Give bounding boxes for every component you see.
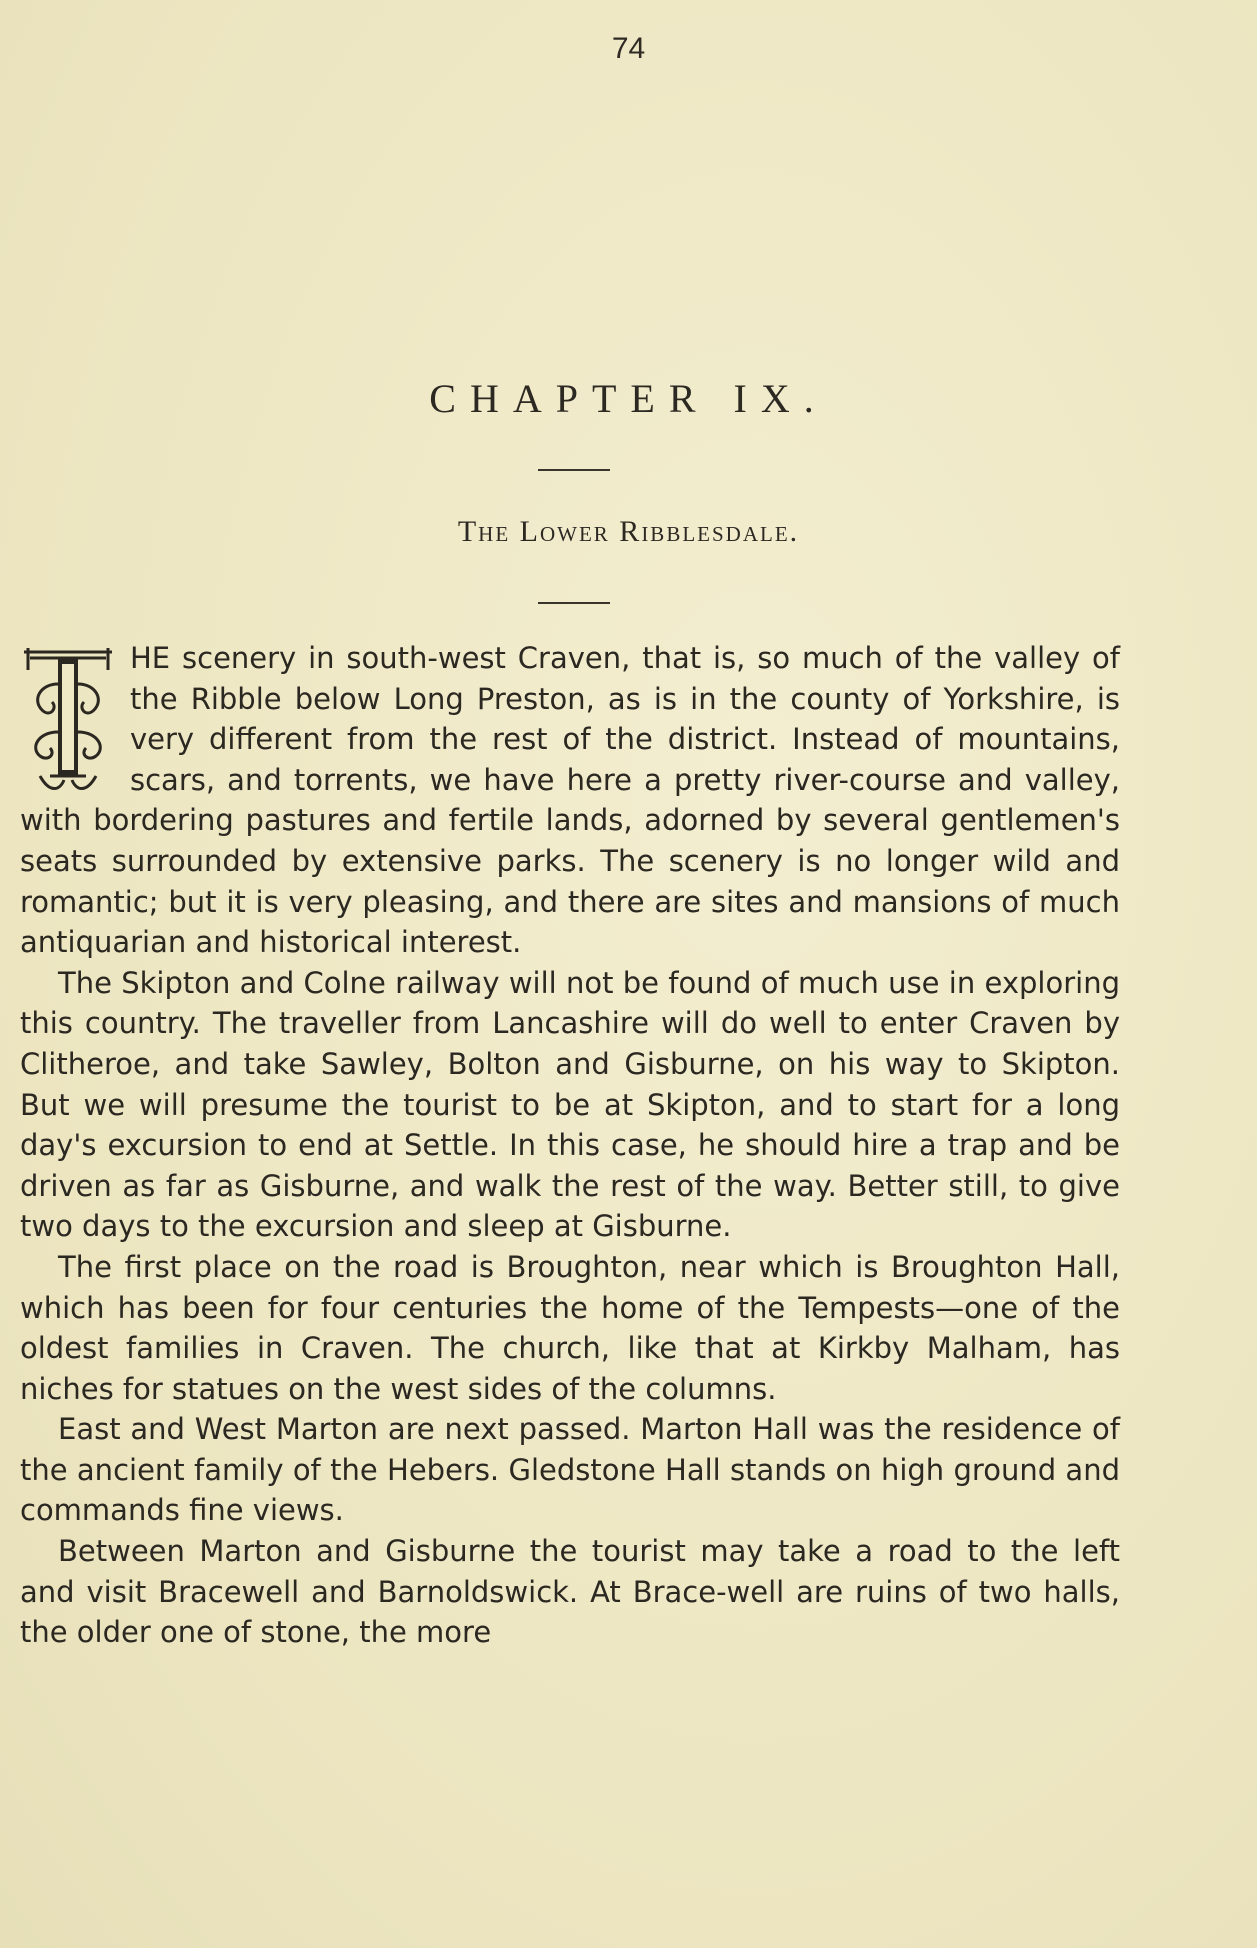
dropcap-t-icon — [20, 644, 116, 796]
chapter-title: The Lower Ribblesdale. — [457, 515, 800, 548]
paragraph-text: HE scenery in south-west Craven, that is, so much of the valley of the Ribble below Long Preston, as is in the county of Yorkshire, is very different from the rest of the district. Instead of mountains, scars, and torrents, we have here a pretty river-course and valley, with bordering pastures and fertile lands, adorned by several gentlemen's seats surrounded by extensive parks. The scenery is no longer wild and romantic; but it is very pleasing, and there are sites and mansions of much antiquarian and historical interest. — [20, 641, 1120, 960]
chapter-heading: CHAPTER IX. — [429, 376, 828, 421]
paragraph-3: The first place on the road is Broughton, near which is Broughton Hall, which has been for four centuries the home of the Tempests—one of the oldest families in Craven. The church, like that at Kirkby Malham, has niches for statues on the west sides of the columns. — [20, 1249, 1120, 1406]
divider-rule-bottom — [538, 602, 610, 604]
page-number: 74 — [611, 32, 646, 65]
paragraph-4: East and West Marton are next passed. Marton Hall was the residence of the ancient family of the Hebers. Gledstone Hall stands on high ground and commands fine views. — [20, 1412, 1120, 1528]
divider-rule-top — [538, 469, 610, 471]
paragraph-5: Between Marton and Gisburne the tourist may take a road to the left and visit Bracewell and Barnoldswick. At Brace-well are ruins of two halls, the older one of stone, the more — [20, 1534, 1120, 1650]
paragraph-1 — [20, 638, 1120, 963]
body-text — [20, 638, 1120, 1653]
paragraph-2: The Skipton and Colne railway will not be found of much use in exploring this country. The traveller from Lancashire will do well to enter Craven by Clitheroe, and take Sawley, Bolton and Gisburne, on his way to Skipton. But we will presume the tourist to be at Skipton, and to start for a long day's excursion to end at Settle. In this case, he should hire a trap and be driven as far as Gisburne, and walk the rest of the way. Better still, to give two days to the excursion and sleep at Gisburne. — [20, 965, 1120, 1244]
dropcap-ornament — [20, 644, 116, 796]
